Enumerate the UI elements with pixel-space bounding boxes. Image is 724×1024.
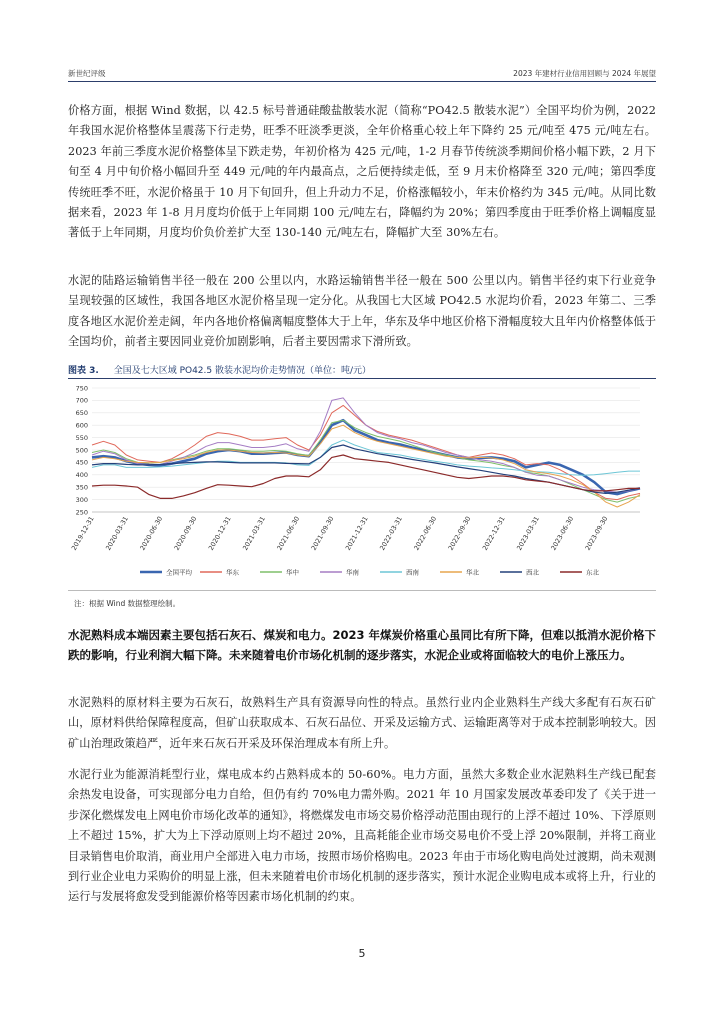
figure-note: 注：根据 Wind 数据整理绘制。 xyxy=(74,599,181,608)
figure-rule-bottom xyxy=(68,590,656,591)
page-number: 5 xyxy=(358,947,366,960)
x-tick-label: 2020-03-31 xyxy=(104,515,130,552)
paragraph-energy: 水泥行业为能源消耗型行业，煤电成本约占熟料成本的 50-60%。电力方面，虽然大多数企业水泥熟料生产线已配套余热发电设备，可实现部分电力自给，但仍有约 70%电力需外购。2021 年 10 月国家发展改革委印发了《关于进一步深化燃煤发电上网电价市场化改革的通知》，将燃煤发电市场交易价格浮动范围由现行的上浮不超过 10%、下浮原则上不超过 15%，扩大为上下浮动原则上均不超过 20%，且高耗能企业市场交易电价不受上浮 20%限制，并将工商业目录销售电价取消，商业用户全部进入电力市场，按照市场价格购电。2023 年由于市场化购电尚处过渡期，尚未观测到行业企业电力采购价的明显上涨，但未来随着电价市场化机制的逐步落实，预计水泥企业购电成本或将上升，行业的运行与发展将愈发受到能源价格等因素市场化机制的约束。 xyxy=(68,768,656,904)
series-line xyxy=(92,455,640,498)
key-point-heading: 水泥熟料成本端因素主要包括石灰石、煤炭和电力。2023 年煤炭价格重心虽同比有所下降，但难以抵消水泥价格下跌的影响，行业利润大幅下降。未来随着电价市场化机制的逐步落实，水泥企业或将面临较大的电价上涨压力。 xyxy=(68,628,657,662)
y-tick-label: 350 xyxy=(75,483,88,492)
legend-label: 华南 xyxy=(346,568,359,577)
x-tick-label: 2022-09-30 xyxy=(446,515,473,552)
y-tick-label: 700 xyxy=(75,396,88,405)
legend-label: 全国平均 xyxy=(166,568,192,577)
x-tick-label: 2020-09-30 xyxy=(172,515,199,552)
x-tick-label: 2023-09-30 xyxy=(583,515,610,552)
x-tick-label: 2022-06-30 xyxy=(412,515,439,552)
x-tick-label: 2021-03-31 xyxy=(241,515,267,552)
x-tick-label: 2023-06-30 xyxy=(549,515,576,552)
header-rule xyxy=(68,81,656,82)
header-report-title: 2023 年建材行业信用回顾与 2024 年展望 xyxy=(513,69,656,78)
x-tick-label: 2021-12-31 xyxy=(343,515,370,552)
figure-rule-top xyxy=(68,378,656,379)
legend-label: 西南 xyxy=(406,568,419,577)
x-tick-label: 2021-06-30 xyxy=(275,515,302,552)
y-tick-label: 650 xyxy=(75,409,88,418)
y-tick-label: 300 xyxy=(75,495,88,504)
x-tick-label: 2022-03-31 xyxy=(378,515,404,552)
y-tick-label: 450 xyxy=(75,458,88,467)
figure-caption: 全国及七大区域 PO42.5 散装水泥均价走势情况（单位：吨/元） xyxy=(113,366,372,376)
x-tick-label: 2022-12-31 xyxy=(480,515,507,552)
series-line xyxy=(92,405,640,499)
x-tick-label: 2020-06-30 xyxy=(138,515,165,552)
x-tick-label: 2020-12-31 xyxy=(206,515,233,552)
figure-title xyxy=(68,363,656,376)
y-tick-label: 550 xyxy=(75,433,88,442)
paragraph-price: 价格方面，根据 Wind 数据，以 42.5 标号普通硅酸盐散装水泥（简称“PO42.5 散装水泥”）全国平均价为例，2022 年我国水泥价格整体呈震荡下行走势，旺季不旺淡季更淡，全年价格重心较上年下降约 25 元/吨至 475 元/吨左右。2023 年前三季度水泥价格整体呈下跌走势，年初价格为 425 元/吨，1-2 月春节传统淡季期间价格小幅下跌，2 月下旬至 4 月中旬价格小幅回升至 449 元/吨的年内最高点，之后便持续走低，至 9 月末价格降至 320 元/吨；第四季度传统旺季不旺，水泥价格虽于 10 月下旬回升，但上升动力不足，价格涨幅较小，年末价格约为 345 元/吨。从同比数据来看，2023 年 1-8 月月度均价低于上年同期 100 元/吨左右，降幅约为 20%；第四季度由于旺季价格上调幅度显著低于上年同期，月度均价负价差扩大至 130-140 元/吨左右，降幅扩大至 30%左右。 xyxy=(68,104,656,240)
y-tick-label: 500 xyxy=(75,446,88,455)
paragraph-region: 水泥的陆路运输销售半径一般在 200 公里以内，水路运输销售半径一般在 500 公里以内。销售半径约束下行业竞争呈现较强的区域性，我国各地区水泥价格呈现一定分化。从我国七大区域 PO42.5 水泥均价看，2023 年第二、三季度各地区水泥价差走阔，年内各地价格偏离幅度整体大于上年，华东及华中地区价格下滑幅度较大且年内价格整体低于全国均价，前者主要因同业竞价加剧影响，后者主要因需求下滑所致。 xyxy=(68,274,656,349)
legend-label: 华北 xyxy=(466,568,479,577)
paragraph-limestone: 水泥熟料的原材料主要为石灰石，故熟料生产具有资源导向性的特点。虽然行业内企业熟料生产线大多配有石灰石矿山，原材料供给保障程度高，但矿山获取成本、石灰石品位、开采及运输方式、运输距离等对于成本控制影响较大。因矿山治理政策趋严，近年来石灰石开采及环保治理成本有所上升。 xyxy=(68,696,656,750)
x-tick-label: 2023-03-31 xyxy=(515,515,541,552)
page-header xyxy=(68,66,656,80)
header-org: 新世纪评级 xyxy=(68,69,106,78)
y-tick-label: 750 xyxy=(75,384,88,393)
price-line-chart xyxy=(68,382,656,588)
y-tick-label: 400 xyxy=(75,471,88,480)
series-line xyxy=(92,420,640,502)
legend-label: 华东 xyxy=(226,568,239,577)
x-tick-label: 2019-12-31 xyxy=(69,515,96,552)
x-tick-label: 2021-09-30 xyxy=(309,515,336,552)
legend-label: 西北 xyxy=(526,568,539,577)
figure-label: 图表 3. xyxy=(68,366,99,376)
y-tick-label: 250 xyxy=(75,508,88,517)
legend-label: 东北 xyxy=(586,568,599,577)
legend-label: 华中 xyxy=(286,568,299,577)
y-tick-label: 600 xyxy=(75,421,88,430)
series-line xyxy=(92,398,640,492)
